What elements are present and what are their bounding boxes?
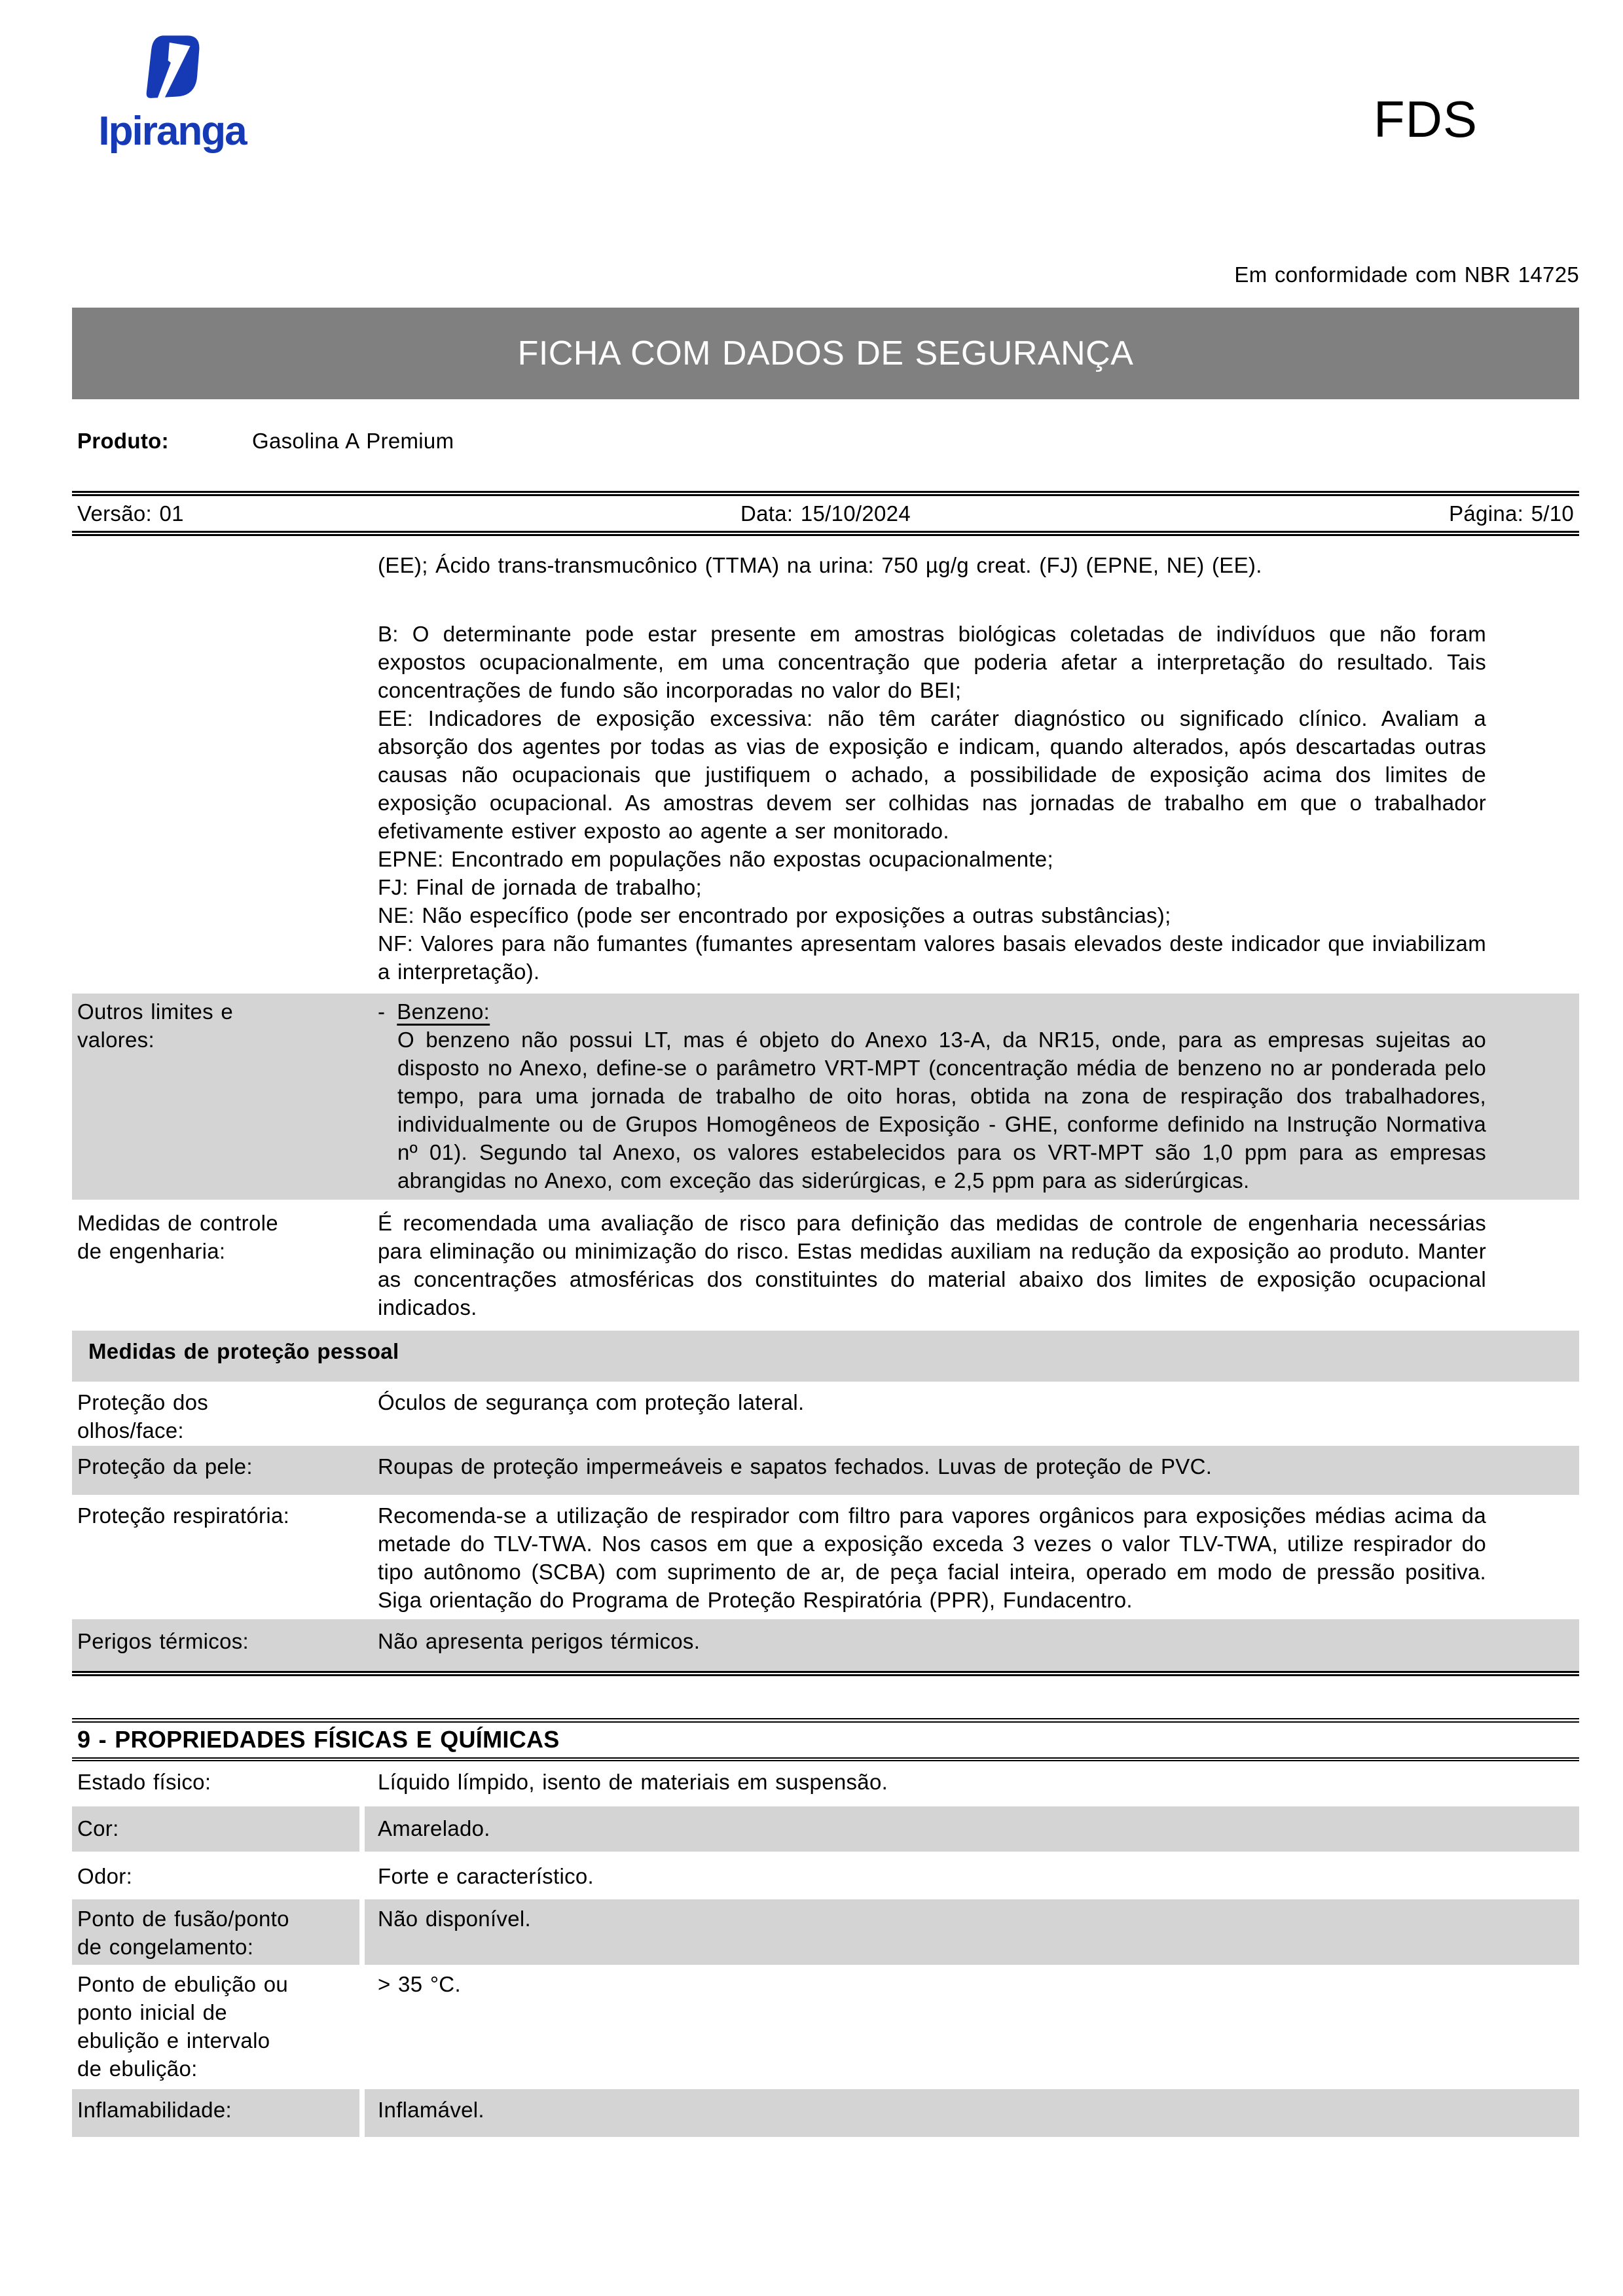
note-ee: EE: Indicadores de exposição excessiva: não têm caráter diagnóstico ou significado clínico. Avaliam a absorção dos agentes por todas as vias de exposição e indicam, quando alterados, após descartadas outras causas não ocupacionais que justifiquem o achado, a possibilidade de exposição acima dos limites de exposição ocupacional. As amostras devem ser colhidas nas jornadas de trabalho em que o trabalhador efetivamente estiver exposto ao agente a ser monitorado. — [378, 706, 1486, 843]
protecao-respiratoria-value: Recomenda-se a utilização de respirador com filtro para vapores orgânicos para exposições médias acima da metade do TLV-TWA. Nos casos em que a exposição exceda 3 vezes o valor TLV-TWA, utilize respirador do tipo autônomo (SCBA) com suprimento de ar, de peça facial inteira, operado em modo de pressão positiva. Siga orientação do Programa de Proteção Respiratória (PPR), Fundacentro. — [378, 1503, 1486, 1612]
conformity-note: Em conformidade com NBR 14725 — [1234, 262, 1579, 287]
product-name: Gasolina A Premium — [252, 429, 454, 453]
medidas-controle-value: É recomendada uma avaliação de risco para definição das medidas de controle de engenharia necessárias para eliminação ou minimização do risco. Estas medidas auxiliam na redução da exposição ao produto. Manter as concentrações atmosféricas dos constituintes do material abaixo dos limites de exposição ocupacional indicados. — [378, 1211, 1486, 1319]
empty-label-cell — [72, 542, 365, 994]
estado-fisico-value: Líquido límpido, isento de materiais em suspensão. — [378, 1770, 888, 1794]
benzeno-heading — [378, 997, 1486, 1026]
estado-fisico-label: Estado físico: — [72, 1761, 365, 1806]
protecao-pessoal-banner: Medidas de proteção pessoal — [72, 1331, 1579, 1382]
ponto-ebulicao-label: Ponto de ebulição ou ponto inicial de ebulição e intervalo de ebulição: — [72, 1965, 365, 2087]
ipiranga-wordmark: Ipiranga — [98, 109, 246, 154]
product-label: Produto: — [77, 429, 169, 453]
revision-date: Data: 15/10/2024 — [740, 501, 911, 526]
outros-limites-value — [365, 994, 1579, 1200]
odor-row — [72, 1852, 1579, 1899]
page-title: FICHA COM DADOS DE SEGURANÇA — [517, 334, 1134, 372]
benzeno-paragraph: O benzeno não possui LT, mas é objeto do Anexo 13-A, da NR15, onde, para as empresas sujeitas ao disposto no Anexo, define-se o parâmetro VRT-MPT (concentração média de benzeno no ar ponderada pelo tempo, para uma jornada de trabalho de oito horas, obtida na zona de respiração dos trabalhadores, individualmente ou de Grupos Homogêneos de Exposição - GHE, conforme definido na Instrução Normativa nº 01). Segundo tal Anexo, os valores estabelecidos para os VRT-MPT são 1,0 ppm para as empresas abrangidas no Anexo, com exceção das siderúrgicas, e 2,5 ppm para as siderúrgicas. — [397, 1028, 1486, 1193]
inflamabilidade-row — [72, 2089, 1579, 2137]
doc-type-label: FDS — [1374, 90, 1478, 148]
benzeno-dash: - — [378, 999, 386, 1024]
biological-indicators-row — [72, 542, 1579, 994]
perigos-termicos-row — [72, 1619, 1579, 1671]
perigos-termicos-label: Perigos térmicos: — [77, 1629, 249, 1653]
ponto-ebulicao-row — [72, 1965, 1579, 2087]
physical-properties-table — [72, 1761, 1579, 2137]
version-bar — [72, 491, 1579, 536]
odor-label: Odor: — [72, 1852, 365, 1899]
benzeno-title: Benzeno: — [397, 999, 490, 1024]
product-row — [77, 427, 454, 455]
protecao-respiratoria-row — [72, 1495, 1579, 1619]
protecao-olhos-label: Proteção dos olhos/face: — [77, 1390, 209, 1443]
note-epne: EPNE: Encontrado em populações não expostas ocupacionalmente; — [378, 847, 1053, 871]
ipiranga-logo — [82, 31, 262, 152]
inflamabilidade-label: Inflamabilidade: — [72, 2089, 365, 2137]
protecao-pele-row — [72, 1446, 1579, 1495]
perigos-termicos-value: Não apresenta perigos térmicos. — [378, 1629, 701, 1653]
estado-fisico-row — [72, 1761, 1579, 1806]
outros-limites-label: Outros limites e valores: — [77, 999, 234, 1052]
exposure-controls-table — [72, 542, 1579, 1676]
inflamabilidade-value: Inflamável. — [378, 2098, 484, 2122]
medidas-controle-row — [72, 1200, 1579, 1331]
ipiranga-mark-icon — [137, 31, 207, 101]
odor-value: Forte e característico. — [378, 1864, 594, 1888]
note-nf: NF: Valores para não fumantes (fumantes apresentam valores basais elevados deste indicador que inviabilizam a interpretação). — [378, 931, 1486, 984]
protecao-pele-value: Roupas de proteção impermeáveis e sapatos fechados. Luvas de proteção de PVC. — [378, 1454, 1213, 1479]
outros-limites-row — [72, 994, 1579, 1200]
medidas-controle-label: Medidas de controle de engenharia: — [77, 1211, 278, 1263]
biological-indicators-text — [365, 542, 1579, 994]
cor-row — [72, 1806, 1579, 1852]
protecao-pele-label: Proteção da pele: — [77, 1454, 253, 1479]
document-body — [72, 542, 1579, 2137]
protecao-olhos-value: Óculos de segurança com proteção lateral. — [378, 1390, 805, 1414]
ponto-ebulicao-value: > 35 °C. — [378, 1972, 461, 1996]
ponto-fusao-row — [72, 1899, 1579, 1965]
ponto-fusao-value: Não disponível. — [378, 1907, 531, 1931]
ttma-line: (EE); Ácido trans-transmucônico (TTMA) na urina: 750 µg/g creat. (FJ) (EPNE, NE) (EE). — [378, 553, 1262, 577]
ponto-fusao-label: Ponto de fusão/ponto de congelamento: — [72, 1899, 365, 1965]
note-fj: FJ: Final de jornada de trabalho; — [378, 875, 702, 899]
section-gap — [72, 1676, 1579, 1718]
protecao-respiratoria-label: Proteção respiratória: — [77, 1503, 290, 1528]
cor-value: Amarelado. — [378, 1816, 490, 1840]
page-indicator: Página: 5/10 — [1449, 501, 1574, 526]
title-banner — [72, 308, 1579, 399]
note-b: B: O determinante pode estar presente em amostras biológicas coletadas de indivíduos que não foram expostos ocupacionalmente, em uma concentração que poderia afetar a interpretação do resultado. Tais concentrações de fundo são incorporadas no valor do BEI; — [378, 622, 1486, 702]
version-number: Versão: 01 — [77, 501, 184, 526]
note-ne: NE: Não específico (pode ser encontrado por exposições a outras substâncias); — [378, 903, 1171, 927]
section-9-header: 9 - PROPRIEDADES FÍSICAS E QUÍMICAS — [72, 1718, 1579, 1761]
paragraph-spacer — [378, 579, 1486, 620]
protecao-olhos-row — [72, 1382, 1579, 1446]
cor-label: Cor: — [72, 1806, 365, 1852]
